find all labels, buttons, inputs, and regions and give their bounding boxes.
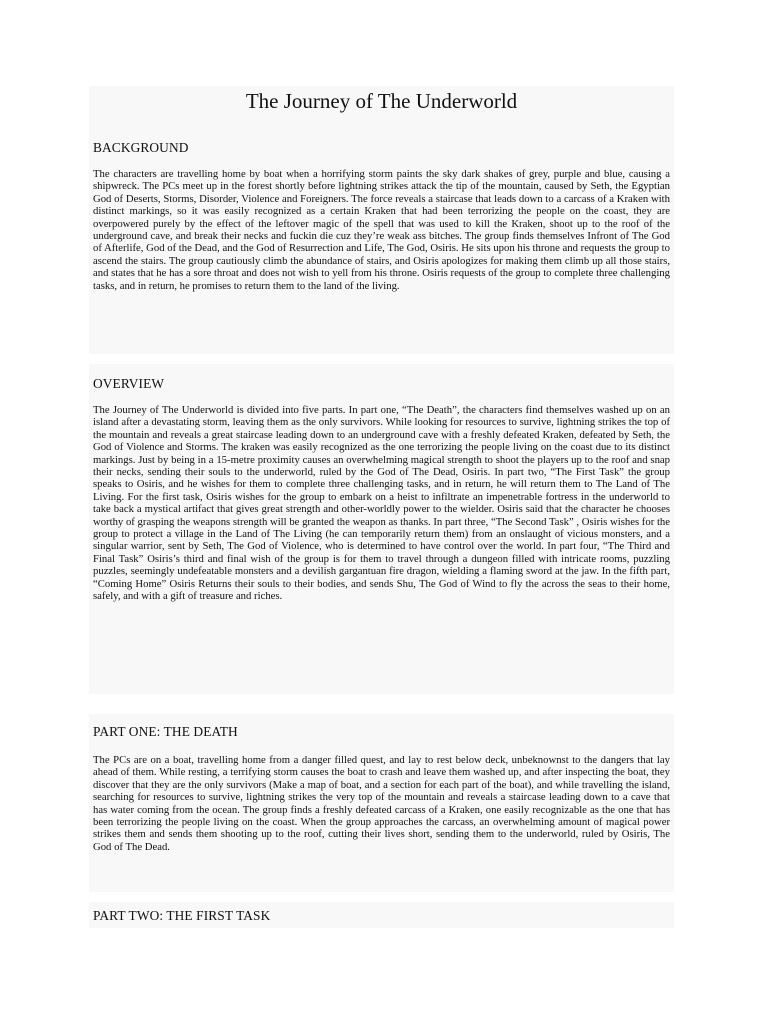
section-body-overview: The Journey of The Underworld is divided into five parts. In part one, “The Death”, the characters find themselves washed up on an island after a devastating storm, leaving them as the only survivors. While looking for resources to survive, lightning strikes the top of the mountain and reveals a great staircase leading down to an underground cave with a freshly defeated Kraken, defeated by Seth, the God of Violence and Storms. The kraken was easily recognized as the one terrorizing the people living on the coast due to its distinct markings. Just by being in a 15-metre proximity causes an overwhelming magical strength to shoot the players up to the roof and snap their necks, sending their souls to the underworld, ruled by the God of The Dead, Osiris. In part two, “The First Task” the group speaks to Osiris, and he wishes for them to complete three challenging tasks, and in return, he will return them to The Land of The Living. For the first task, Osiris wishes for the group to embark on a heist to infiltrate an impenetrable fortress in the underworld to take back a mystical artifact that gives great strength and other-worldly power to the wielder. Osiris said that the character he chooses worthy of grasping the weapons strength will be granted the weapon as thanks. In part three, “The Second Task” , Osiris wishes for the group to protect a village in the Land of The Living (he can temporarily return them) from an onslaught of vicious monsters, and a singular warrior, sent by Seth, The God of Violence, who is determined to have control over the world. In part four, “The Third and Final Task” Osiris’s third and final wish of the group is for them to travel through a dungeon filled with intricate rooms, puzzling puzzles, seemingly undefeatable monsters and a devilish gargantuan fire dragon, wielding a flaming sword at the jaw. In the fifth part, “Coming Home” Osiris Returns their souls to their bodies, and sends Shu, The God of Wind to fly the across the seas to their home, safely, and with a gift of treasure and riches. [93, 404, 670, 603]
section-part-one [89, 714, 674, 892]
section-body-background: The characters are travelling home by boat when a horrifying storm paints the sky dark shakes of grey, purple and blue, causing a shipwreck. The PCs meet up in the forest shortly before lightning strikes attack the tip of the mountain, caused by Seth, the Egyptian God of Deserts, Storms, Disorder, Violence and Foreigners. The force reveals a staircase that leads down to a carcass of a Kraken with distinct markings, so it was easily recognized as a certain Kraken that had been terrorizing the people on the coast, they are overpowered purely by the effect of the leftover magic of the spell that was used to kill the Kraken, shoot up to the roof of the underground cave, and break their necks and fuckin die cuz they’re weak ass bitches. The group finds themselves Infront of The God of Afterlife, God of the Dead, and the God of Resurrection and Life, The God, Osiris. He sits upon his throne and requests the group to ascend the stairs. The group cautiously climb the abundance of stairs, and Osiris apologizes for making them climb up all those stairs, and states that he has a sore throat and does not wish to yell from his throne. Osiris requests of the group to complete three challenging tasks, and in return, he promises to return them to the land of the living. [93, 168, 670, 292]
section-heading-part-one: PART ONE: THE DEATH [93, 724, 238, 739]
section-heading-part-two: PART TWO: THE FIRST TASK [93, 908, 271, 923]
title-block [89, 86, 674, 128]
section-overview [89, 364, 674, 694]
section-heading-overview: OVERVIEW [93, 376, 165, 391]
section-part-two [89, 902, 674, 928]
section-heading-background: BACKGROUND [93, 140, 189, 155]
document-title: The Journey of The Underworld [245, 89, 518, 113]
section-body-part-one: The PCs are on a boat, travelling home from a danger filled quest, and lay to rest below deck, unbeknownst to the dangers that lay ahead of them. While resting, a terrifying storm causes the boat to crash and leave them washed up, and after inspecting the boat, they discover that they are the only survivors (Make a map of boat, and a section for each part of the boat), and while travelling the island, searching for resources to survive, lightning strikes the very top of the mountain and reveals a staircase leading down to a cave that has water coming from the ocean. The group finds a freshly defeated carcass of a Kraken, one easily recognizable as the one that has been terrorizing the people living on the coast. When the group approaches the carcass, an overwhelming amount of magical power strikes them and sends them shooting up to the roof, cutting their lives short, sending them to the underworld, ruled by Osiris, The God of The Dead. [93, 754, 670, 853]
section-background [89, 128, 674, 354]
